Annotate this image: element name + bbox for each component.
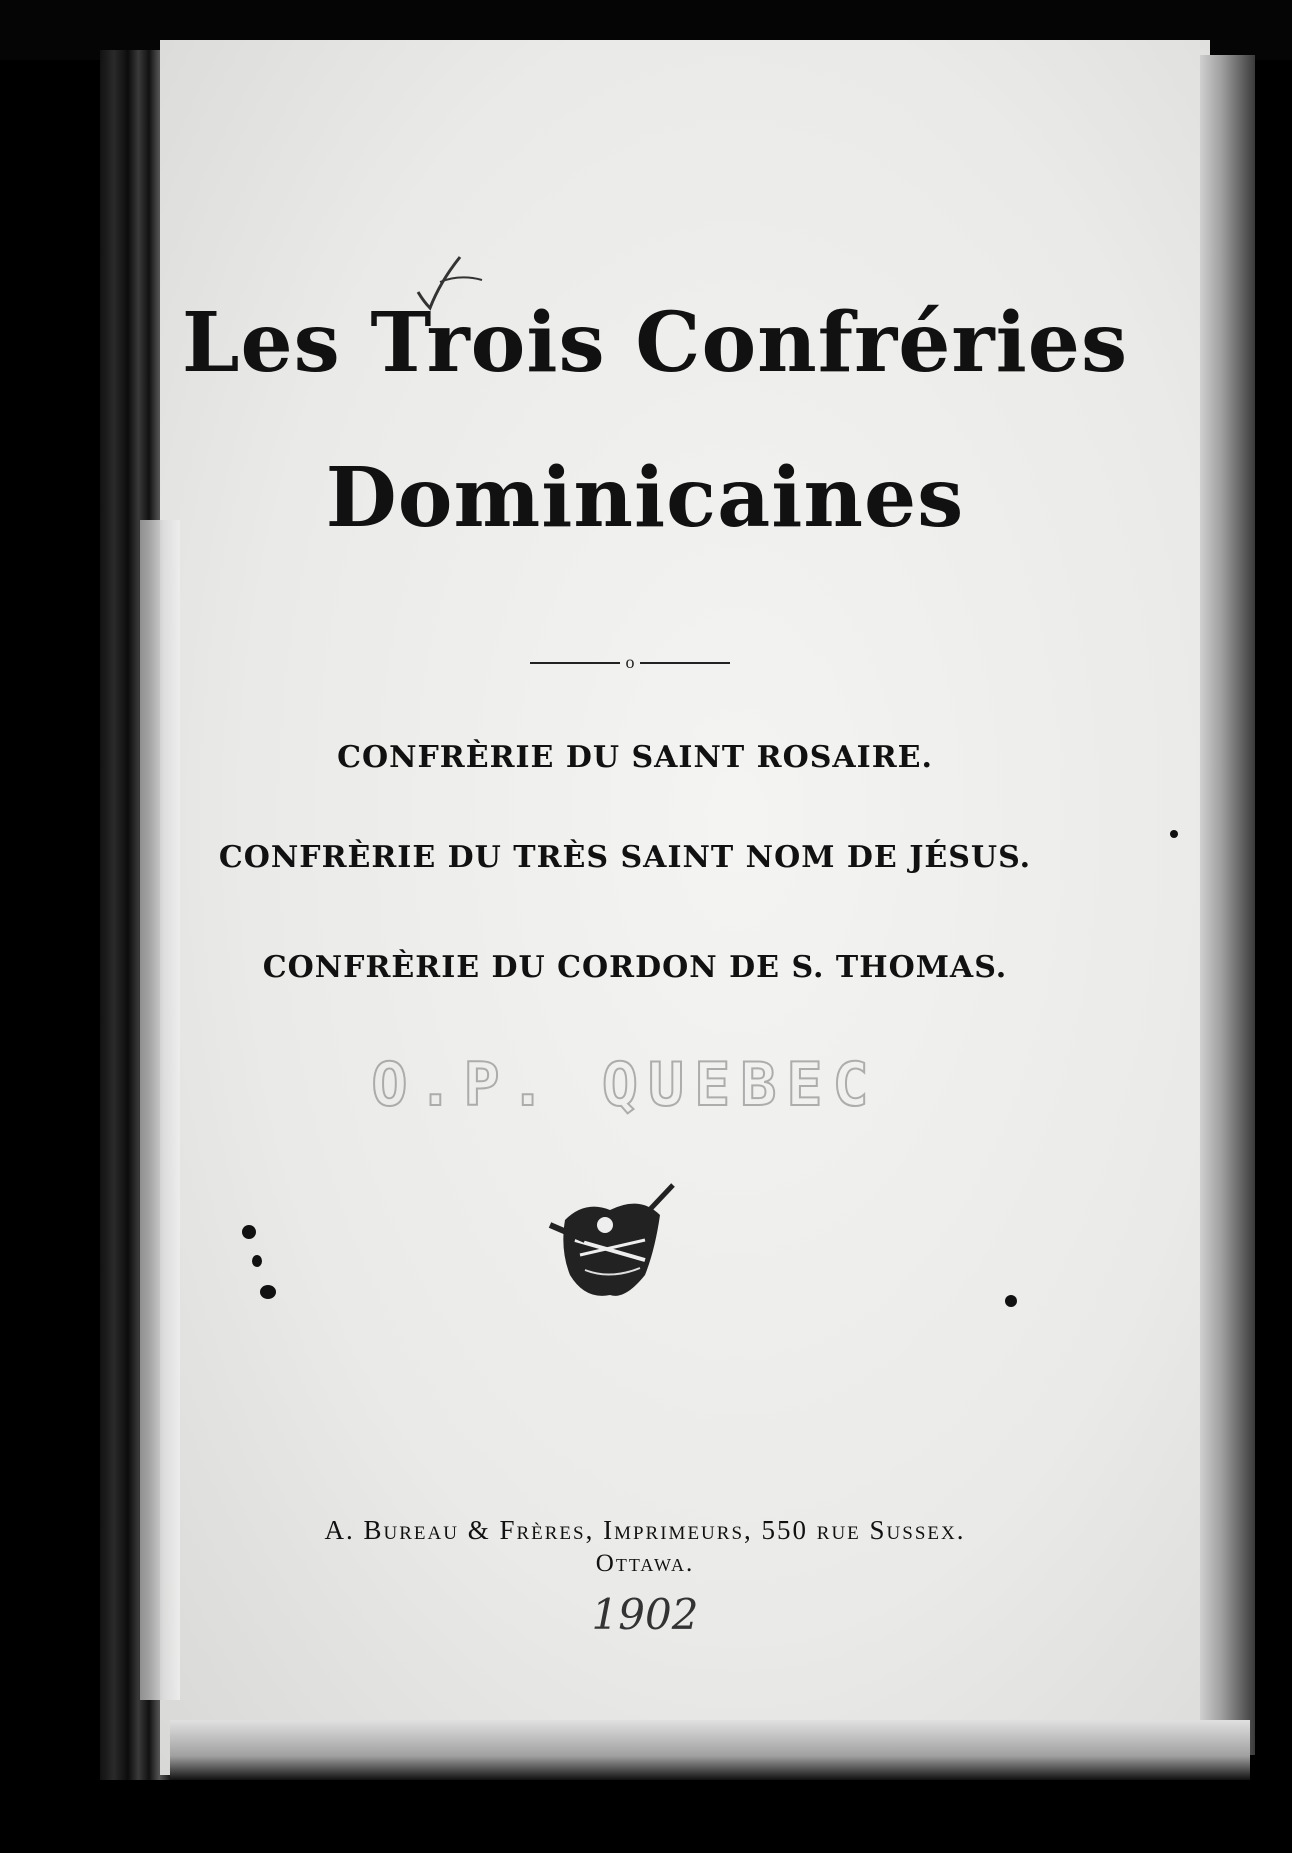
divider-line-right [640,662,730,664]
confraternity-holy-name: CONFRÈRIE DU TRÈS SAINT NOM DE JÉSUS. [218,840,1032,875]
title-line-1: Les Trois Confréries [181,295,1129,391]
title-page-content [160,40,1210,1775]
divider-line-left [530,662,620,664]
perforated-stamp: O.P. QUEBEC [371,1050,879,1120]
ink-speck [260,1285,276,1299]
printer-emblem-icon [545,1180,675,1310]
divider-glyph: o [625,652,635,672]
ornamental-divider [530,652,730,672]
imprint-city: Ottawa. [595,1550,695,1577]
title-line-2: Dominicaines [325,450,965,546]
confraternity-rosary: CONFRÈRIE DU SAINT ROSAIRE. [337,740,933,775]
ink-speck [1170,830,1178,838]
handwritten-year: 1902 [591,1590,699,1639]
ink-speck [1005,1295,1017,1307]
ink-speck [242,1225,256,1239]
ink-speck [252,1255,262,1267]
confraternity-cord-st-thomas: CONFRÈRIE DU CORDON DE S. THOMAS. [262,950,1008,985]
printer-imprint: A. Bureau & Frères, Imprimeurs, 550 rue Sussex. [324,1515,966,1545]
